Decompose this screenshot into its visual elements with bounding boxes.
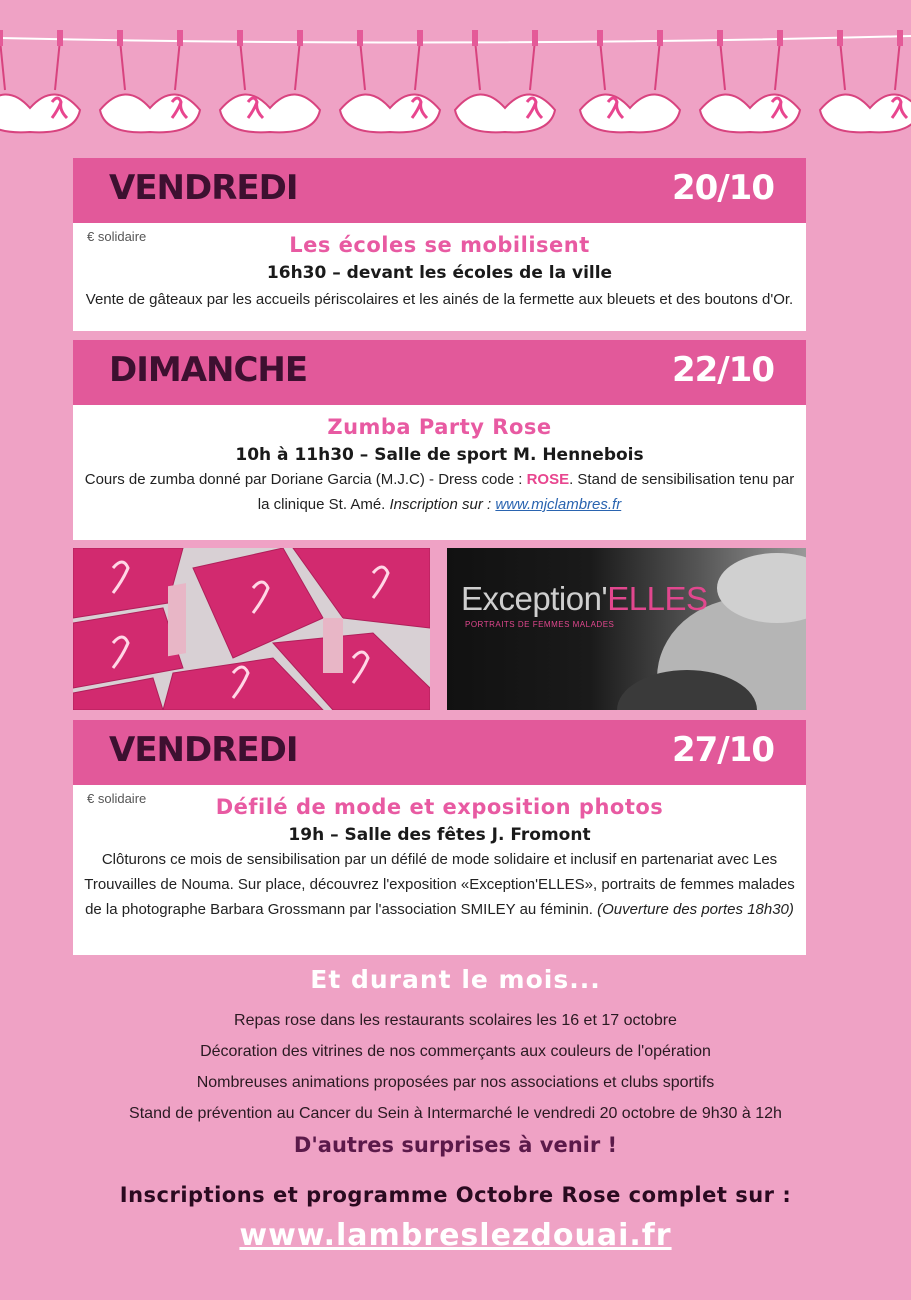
event-body-1 xyxy=(73,223,806,331)
bra-with-pink-ribbon-icon xyxy=(455,30,555,132)
surprise-text: D'autres surprises à venir ! xyxy=(293,1133,618,1157)
website-link[interactable]: www.lambreslezdouai.fr xyxy=(239,1218,672,1253)
exception-word: Exception' xyxy=(461,580,608,617)
desc-text: Clôturons ce mois de sensibilisation par un défilé de mode solidaire et inclusif en partenariat avec Les Trouvailles de Nouma. Sur place, découvrez l'exposition «Exception'ELLES», portraits de femmes malades de la photographe Barbara Grossmann par l'association SMILEY au féminin. xyxy=(84,851,795,918)
event-day: VENDREDI xyxy=(109,168,298,208)
exception-elles-caption: PORTRAITS DE FEMMES MALADES xyxy=(465,620,615,629)
month-line: Stand de prévention au Cancer du Sein à Intermarché le vendredi 20 octobre de 9h30 à 12h xyxy=(129,1105,782,1122)
event-body-2 xyxy=(73,405,806,540)
solidaire-tag: € solidaire xyxy=(87,229,147,244)
event-subtitle: 16h30 – devant les écoles de la ville xyxy=(266,263,613,283)
event-header-3 xyxy=(73,720,806,785)
desc-text-a: Cours de zumba donné par Doriane Garcia (M.J.C) - Dress code : xyxy=(84,471,527,488)
solidaire-tag: € solidaire xyxy=(87,791,147,806)
desc-text-b: . Stand de sensibilisation tenu par la clinique St. Amé. xyxy=(257,471,795,513)
month-line: Décoration des vitrines de nos commerçants aux couleurs de l'opération xyxy=(200,1043,711,1060)
dress-code-rose: ROSE xyxy=(526,471,570,488)
elles-word: ELLES xyxy=(607,580,708,617)
event-description xyxy=(73,847,806,922)
photo-shapes xyxy=(447,548,806,710)
event-subtitle: 10h à 11h30 – Salle de sport M. Hennebois xyxy=(235,445,644,465)
clothesline-decoration xyxy=(0,0,911,150)
month-line: Repas rose dans les restaurants scolaires les 16 et 17 octobre xyxy=(234,1012,677,1029)
event-date: 22/10 xyxy=(671,350,774,390)
bra-with-pink-ribbon-icon xyxy=(340,30,440,132)
month-title: Et durant le mois... xyxy=(310,965,601,994)
bra-with-pink-ribbon-icon xyxy=(0,30,80,132)
inscription-label: Inscription sur : xyxy=(389,496,496,513)
pink-ribbon-cake-photo xyxy=(73,548,430,710)
bra-with-pink-ribbon-icon xyxy=(100,30,200,132)
website-link-wrap xyxy=(0,1218,911,1253)
event-description: Vente de gâteaux par les accueils périscolaires et les ainés de la fermette aux bleuets et des boutons d'Or. xyxy=(85,291,794,308)
event-title: Défilé de mode et exposition photos xyxy=(215,795,664,819)
bra-with-pink-ribbon-icon xyxy=(580,30,680,132)
event-title: Les écoles se mobilisent xyxy=(289,233,590,257)
event-date: 27/10 xyxy=(671,730,774,770)
mjc-link[interactable]: www.mjclambres.fr xyxy=(495,496,622,513)
month-line: Nombreuses animations proposées par nos associations et clubs sportifs xyxy=(196,1074,715,1091)
event-day: VENDREDI xyxy=(109,730,298,770)
event-header-1 xyxy=(73,158,806,223)
event-body-3 xyxy=(73,785,806,955)
opening-time: (Ouverture des portes 18h30) xyxy=(597,901,794,918)
event-day: DIMANCHE xyxy=(109,350,308,390)
event-title: Zumba Party Rose xyxy=(327,415,552,439)
bra-with-pink-ribbon-icon xyxy=(820,30,911,132)
event-description xyxy=(73,467,806,517)
inscriptions-text: Inscriptions et programme Octobre Rose complet sur : xyxy=(119,1183,792,1207)
bra-with-pink-ribbon-icon xyxy=(220,30,320,132)
event-subtitle: 19h – Salle des fêtes J. Fromont xyxy=(288,825,591,845)
exception-elles-title xyxy=(461,580,707,618)
bra-with-pink-ribbon-icon xyxy=(700,30,800,132)
event-header-2 xyxy=(73,340,806,405)
event-date: 20/10 xyxy=(671,168,774,208)
exception-elles-photo xyxy=(447,548,806,710)
